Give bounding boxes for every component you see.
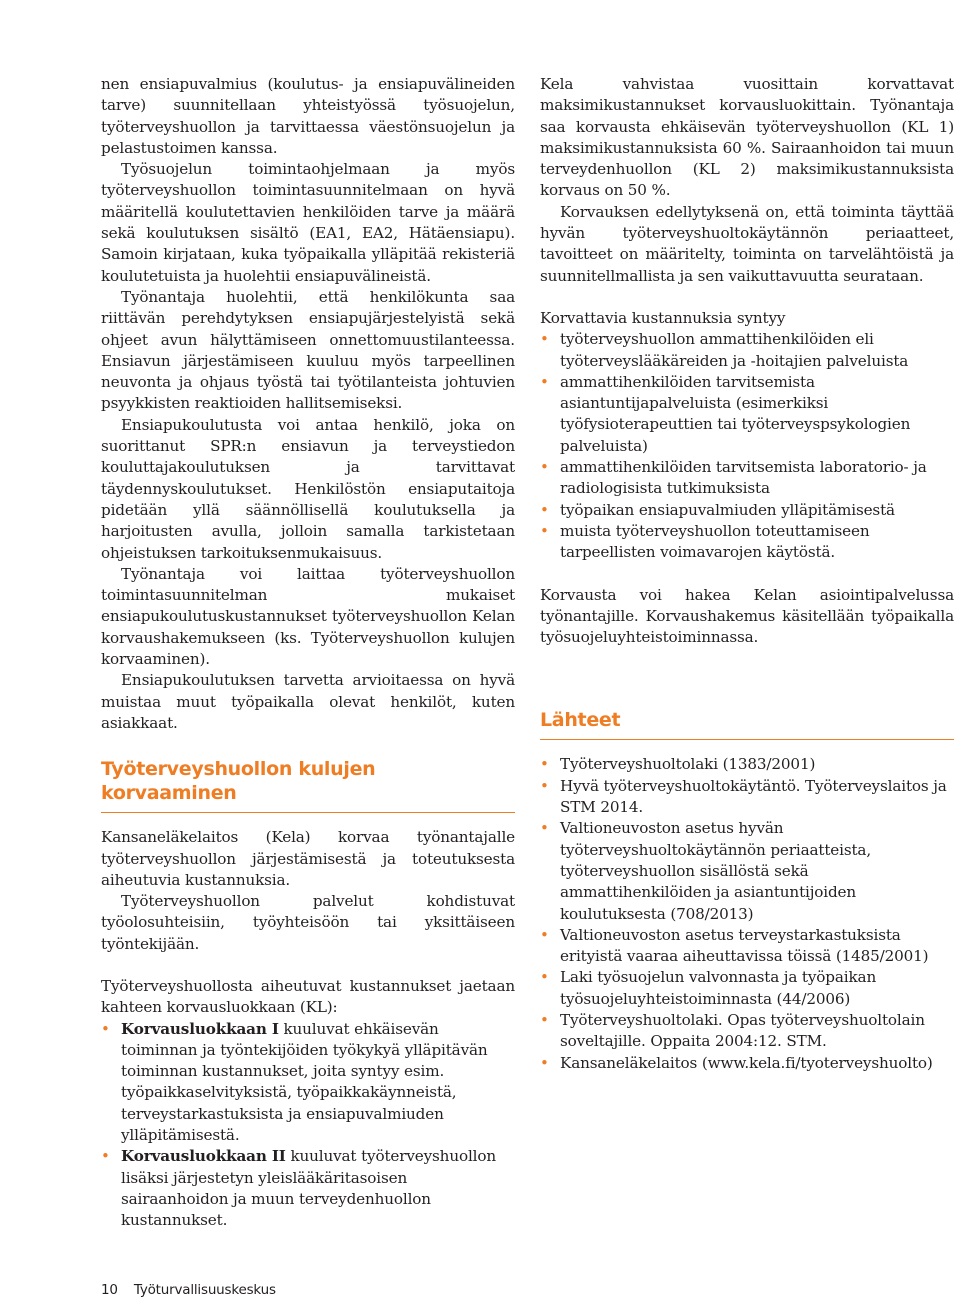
source-text: Hyvä työterveyshuoltokäytäntö. Työterveyslaitos ja STM 2014. xyxy=(560,776,947,817)
source-item xyxy=(540,1010,954,1053)
publisher-name: Työturvallisuuskeskus xyxy=(133,1282,276,1298)
source-item xyxy=(540,818,954,924)
left-paragraph-3: Työnantaja huolehtii, että henkilökunta saa riittävän perehdytyksen ensiapujärjestelyistä sekä ohjeet avun hälyttämiseen onnettomuustilanteessa. Ensiavun järjestämiseen kuuluu myös tarpeellinen neuvonta ja ohjaus työstä tai työtilanteista johtuvien psyykkisten reaktioiden hallitsemiseksi. xyxy=(101,287,515,413)
left-paragraph-4: Ensiapukoulutusta voi antaa henkilö, joka on suorittanut SPR:n ensiavun ja terveystiedon kouluttajakoulutuksen ja tarvittavat täydennyskoulutukset. Henkilöstön ensiaputaitoja pidetään yllä säännöllisellä koulutuksella ja harjoitusten avulla, jolloin samalla tarkistetaan ohjeistuksen tarkoituksenmukaisuus. xyxy=(101,415,515,562)
bullet-icon: • xyxy=(540,521,549,540)
right-paragraph-1: Kela vahvistaa vuosittain korvattavat maksimikustannukset korvausluokittain. Työnantaja saa korvausta ehkäisevän työterveyshuollon (KL 1) maksimikustannuksista 60 %. Sairaanhoidon tai muun terveydenhuollon (KL 2) maksimikustannuksista korvaus on 50 %. xyxy=(540,75,954,200)
korvausluokka-list xyxy=(101,1019,515,1232)
list-item xyxy=(101,1019,515,1147)
list-item-text: kuuluvat työterveyshuollon lisäksi järjestetyn yleislääkäritasoisen sairaanhoidon ja muun terveydenhuollon kustannukset. xyxy=(121,1147,496,1230)
bullet-icon: • xyxy=(540,372,549,391)
source-text: Työterveyshuoltolaki (1383/2001) xyxy=(560,755,816,774)
left-paragraph-6: Ensiapukoulutuksen tarvetta arvioitaessa on hyvä muistaa muut työpaikalla olevat henkilöt, kuten asiakkaat. xyxy=(101,671,515,732)
source-item xyxy=(540,925,954,968)
list-item xyxy=(540,372,954,457)
left-paragraph-8: Työterveyshuollon palvelut kohdistuvat työolosuhteisiin, työyhteisöön tai yksittäiseen työntekijään. xyxy=(101,892,515,953)
bullet-icon: • xyxy=(540,330,549,349)
bullet-icon: • xyxy=(540,925,549,944)
source-item xyxy=(540,776,954,819)
heading-rule xyxy=(101,812,515,813)
list-item-bold: Korvausluokkaan I xyxy=(121,1019,279,1038)
list-item-text: työpaikan ensiapuvalmiuden ylläpitämisestä xyxy=(560,500,895,519)
list-item xyxy=(540,500,954,521)
source-text: Laki työsuojelun valvonnasta ja työpaikan työsuojeluyhteistoiminnasta (44/2006) xyxy=(560,968,877,1008)
bullet-icon: • xyxy=(101,1019,110,1038)
page-footer xyxy=(101,1282,276,1298)
bullet-icon: • xyxy=(540,1010,549,1029)
source-item xyxy=(540,1053,954,1074)
list-item-text: työterveyshuollon ammattihenkilöiden eli työterveyslääkäreiden ja -hoitajien palveluista xyxy=(560,330,909,370)
source-text: Työterveyshuoltolaki. Opas työterveyshuoltolain soveltajille. Oppaita 2004:12. STM. xyxy=(560,1010,925,1051)
source-text: Valtioneuvoston asetus hyvän työterveyshuoltokäytännön periaatteista, työterveyshuollon sisällöstä sekä ammattihenkilöiden ja asiantuntijoiden koulutuksesta (708/2013) xyxy=(560,819,872,923)
right-paragraph-2: Korvauksen edellytyksenä on, että toiminta täyttää hyvän työterveyshuoltokäytännön periaatteet, tavoitteet on määritelty, toiminta on tarvelähtöistä ja suunnitellmallista ja sen vaikuttavuutta seurataan. xyxy=(540,202,954,285)
list-item-text: ammattihenkilöiden tarvitsemista laboratorio- ja radiologisista tutkimuksista xyxy=(560,458,927,498)
bullet-icon: • xyxy=(540,1053,549,1072)
section-heading-korvaaminen: Työterveyshuollon kulujen korvaaminen xyxy=(101,758,376,805)
left-column xyxy=(101,74,515,1232)
page-number: 10 xyxy=(101,1282,118,1298)
right-column xyxy=(540,74,954,1074)
bullet-icon: • xyxy=(101,1147,110,1166)
kustannukset-list xyxy=(540,329,954,563)
list-item xyxy=(540,457,954,500)
bullet-icon: • xyxy=(540,968,549,987)
list-item xyxy=(540,521,954,564)
bullet-icon: • xyxy=(540,458,549,477)
source-item xyxy=(540,967,954,1010)
bullet-icon: • xyxy=(540,776,549,795)
list-item-bold: Korvausluokkaan II xyxy=(121,1147,286,1166)
bullet-icon: • xyxy=(540,755,549,774)
bullet-icon: • xyxy=(540,500,549,519)
left-paragraph-7: Kansaneläkelaitos (Kela) korvaa työnantajalle työterveyshuollon järjestämisestä ja toteutuksesta aiheutuvia kustannuksia. xyxy=(101,828,515,889)
left-paragraph-5: Työnantaja voi laittaa työterveyshuollon toimintasuunnitelman mukaiset ensiapukoulutuskustannukset työterveyshuollon Kelan korvaushakemukseen (ks. Työterveyshuollon kulujen korvaaminen). xyxy=(101,564,515,669)
left-paragraph-2: Työsuojelun toimintaohjelmaan ja myös työterveyshuollon toimintasuunnitelmaan on hyvä määritellä koulutettavien henkilöiden tarve ja määrä sekä koulutuksen sisältö (EA1, EA2, Hätäensiapu). Samoin kirjataan, kuka työpaikalla ylläpitää rekisteriä koulutetuista ja huolehtii ensiapuvälineistä. xyxy=(101,160,515,285)
section-heading-lahteet: Lähteet xyxy=(540,709,621,732)
left-paragraph-1: nen ensiapuvalmius (koulutus- ja ensiapuvälineiden tarve) suunnitellaan yhteistyössä työsuojelun, työterveyshuollon ja tarvittaessa väestönsuojelun ja pelastustoimen kanssa. xyxy=(101,75,515,157)
list-item xyxy=(101,1146,515,1231)
sources-list xyxy=(540,754,954,1073)
right-paragraph-3: Korvattavia kustannuksia syntyy xyxy=(540,308,786,327)
bullet-icon: • xyxy=(540,819,549,838)
source-item xyxy=(540,754,954,775)
left-paragraph-9: Työterveyshuollosta aiheutuvat kustannukset jaetaan kahteen korvausluokkaan (KL): xyxy=(101,976,515,1017)
source-text: Kansaneläkelaitos (www.kela.fi/tyoterveyshuolto) xyxy=(560,1053,933,1072)
list-item-text: muista työterveyshuollon toteuttamiseen tarpeellisten voimavarojen käytöstä. xyxy=(560,521,870,562)
right-paragraph-4: Korvausta voi hakea Kelan asiointipalvelussa työnantajille. Korvaushakemus käsitellään työpaikalla työsuojeluyhteistoiminnassa. xyxy=(540,585,954,647)
list-item xyxy=(540,329,954,372)
list-item-text: kuuluvat ehkäisevän toiminnan ja työntekijöiden työkykyä ylläpitävän toiminnan kustannukset, joita syntyy esim. työpaikkaselvityksistä, työpaikkakäynneistä, terveystarkastuksista ja ensiapuvalmiuden ylläpitämisestä. xyxy=(121,1019,488,1145)
source-text: Valtioneuvoston asetus terveystarkastuksista erityistä vaaraa aiheuttavissa töissä (1485/2001) xyxy=(560,925,929,966)
heading-rule xyxy=(540,739,954,740)
list-item-text: ammattihenkilöiden tarvitsemista asiantuntijapalveluista (esimerkiksi työfysioterapeuttien tai työterveyspsykologien palveluista) xyxy=(560,372,911,455)
